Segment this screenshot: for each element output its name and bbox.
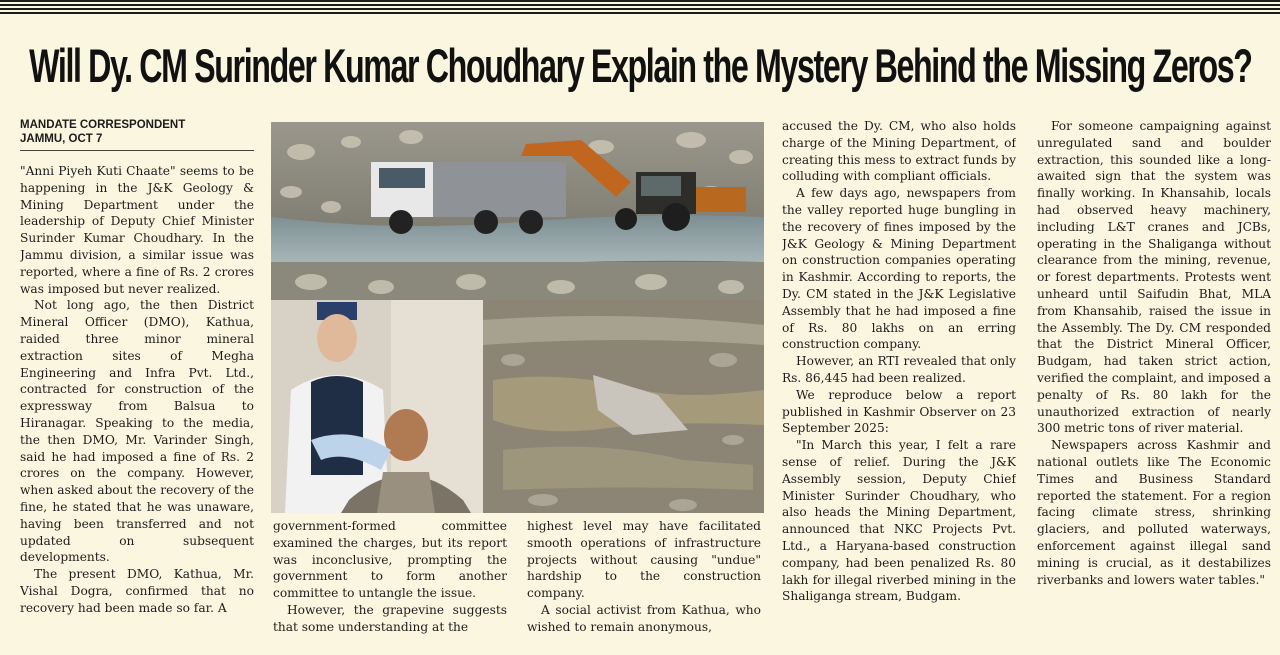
article-column-1 xyxy=(20,118,254,643)
paragraph: A social activist from Kathua, who wished to remain anonymous, xyxy=(527,602,761,634)
paragraph: "Anni Piyeh Kuti Chaate" seems to be happening in the J&K Geology & Mining Department under the leadership of Deputy Chief Minister Surinder Kumar Choudhary. In the Jammu division, a similar issue was reported, where a fine of Rs. 2 crores was imposed but never realized. xyxy=(20,164,254,296)
paragraph: However, the grapevine suggests that some understanding at the xyxy=(273,602,507,634)
paragraph: We reproduce below a report published in Kashmir Observer on 23 September 2025: xyxy=(782,387,1016,436)
article-column-4 xyxy=(782,118,1016,643)
paragraph: Newspapers across Kashmir and national outlets like The Economic Times and Business Standard reported the statement. For a region facing climate stress, shrinking glaciers, and polluted waterways, enforcement against illegal sand mining is crucial, as it destabilizes riverbanks and lowers water tables." xyxy=(1037,438,1271,587)
article-column-2 xyxy=(273,518,507,643)
photo-riverbed-mining-truck xyxy=(271,122,764,300)
paragraph: accused the Dy. CM, who also holds charge of the Mining Department, of creating this mess to extract funds by colluding with compliant officials. xyxy=(782,119,1016,184)
headline: Will Dy. CM Surinder Kumar Choudhary Explain the Mystery Behind the Missing Zeros? xyxy=(28,40,1252,93)
officials-illustration xyxy=(271,300,483,513)
photo-officials-portrait xyxy=(271,300,483,513)
paragraph: The present DMO, Kathua, Mr. Vishal Dogra, confirmed that no recovery had been made so far. A xyxy=(20,567,254,615)
photo-excavated-riverbed xyxy=(483,300,764,513)
paragraph: A few days ago, newspapers from the valley reported huge bungling in the recovery of fines imposed by the J&K Geology & Mining Department on construction companies operating in Kashmir. According to reports, the Dy. CM stated in the J&K Legislative Assembly that he had imposed a fine of Rs. 80 lakhs on an erring construction company. xyxy=(782,186,1016,352)
paragraph: However, an RTI revealed that only Rs. 86,445 had been realized. xyxy=(782,354,1016,385)
byline-dateline: JAMMU, OCT 7 xyxy=(20,133,103,145)
masthead-rule-lines xyxy=(0,0,1280,16)
paragraph: "In March this year, I felt a rare sense of relief. During the J&K Assembly session, Deputy Chief Minister Surinder Choudhary, who also heads the Mining Department, announced that NKC Projects Pvt. Ltd., a Haryana-based construction company, had been penalized Rs. 80 lakh for illegal riverbed mining in the Shaliganga stream, Budgam. xyxy=(782,438,1016,604)
photo-illustration xyxy=(271,122,764,300)
byline xyxy=(20,118,254,151)
riverbed-illustration xyxy=(483,300,764,513)
headline-container xyxy=(0,22,1280,112)
paragraph: highest level may have facilitated smooth operations of infrastructure projects without causing "undue" hardship to the construction company. xyxy=(527,519,761,601)
paragraph: Not long ago, the then District Mineral Officer (DMO), Kathua, raided three minor mineral extraction sites of Megha Engineering and Infra Pvt. Ltd., contracted for construction of the expressway from Balsua to Hiranagar. Speaking to the media, the then DMO, Mr. Varinder Singh, said he had imposed a fine of Rs. 2 crores on the company. However, when asked about the recovery of the fine, he stated that he was unaware, having been transferred and not updated on subsequent developments. xyxy=(20,298,254,565)
paragraph: government-formed committee examined the charges, but its report was inconclusive, prompting the government to form another committee to untangle the issue. xyxy=(273,519,507,601)
article-column-5 xyxy=(1037,118,1271,643)
paragraph: For someone campaigning against unregulated sand and boulder extraction, this sounded like a long-awaited sign that the system was finally working. In Khansahib, locals had observed heavy machinery, including L&T cranes and JCBs, operating in the Shaliganga without clearance from the mining, revenue, or forest departments. Protests went unheard until Saifudin Bhat, MLA from Khansahib, raised the issue in the Assembly. The Dy. CM responded that the District Mineral Officer, Budgam, had taken strict action, verified the complaint, and imposed a penalty of Rs. 80 lakh for the unauthorized extraction of nearly 300 metric tons of river material. xyxy=(1037,119,1271,436)
article-column-3 xyxy=(527,518,761,643)
byline-author: MANDATE CORRESPONDENT xyxy=(20,119,186,131)
